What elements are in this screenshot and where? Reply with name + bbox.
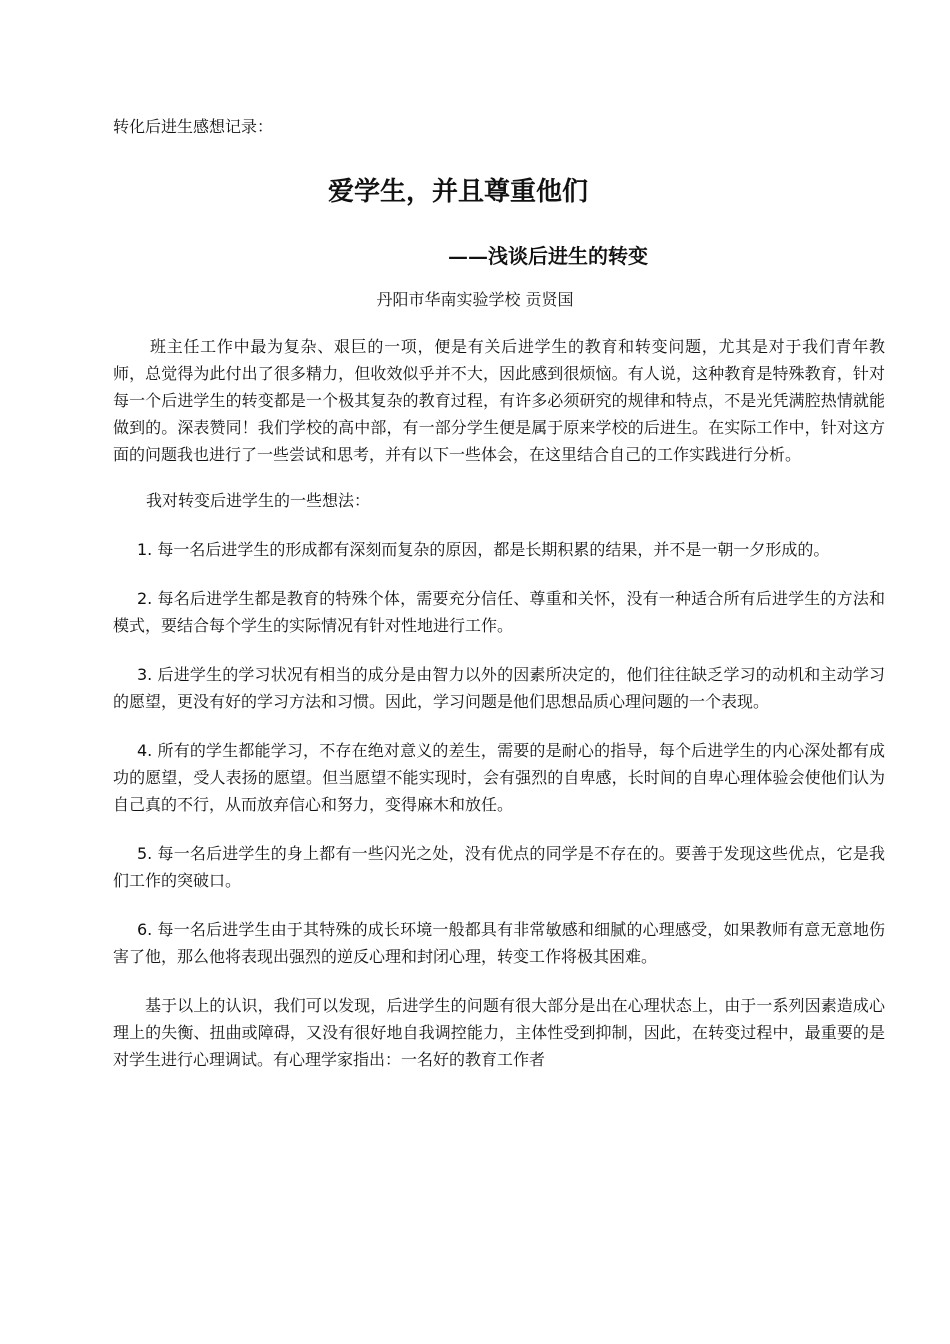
- list-item: [113, 916, 885, 970]
- lead-paragraph: 我对转变后进学生的一些想法：: [146, 491, 371, 510]
- document-title: 爱学生，并且尊重他们: [327, 177, 588, 207]
- document-body: [113, 333, 885, 1073]
- list-item-text: 每一名后进学生的身上都有一些闪光之处，没有优点的同学是不存在的。要善于发现这些优点，它是我们工作的突破口。: [113, 844, 885, 890]
- list-item: [113, 737, 885, 818]
- list-item: [113, 661, 885, 715]
- list-item: [113, 536, 885, 563]
- list-item-number: 4.: [137, 741, 153, 760]
- list-item-number: 3.: [137, 665, 153, 684]
- header-note: 转化后进生感想记录：: [113, 117, 274, 136]
- list-item: [113, 585, 885, 639]
- list-item-number: 1.: [137, 540, 153, 559]
- document-subtitle: ——浅谈后进生的转变: [448, 244, 648, 268]
- list-item-number: 6.: [137, 920, 153, 939]
- list-item-text: 所有的学生都能学习，不存在绝对意义的差生，需要的是耐心的指导，每个后进学生的内心深处都有成功的愿望，受人表扬的愿望。但当愿望不能实现时，会有强烈的自卑感，长时间的自卑心理体验会使他们认为自己真的不行，从而放弃信心和努力，变得麻木和放任。: [113, 741, 885, 814]
- list-item-number: 5.: [137, 844, 153, 863]
- summary-paragraph: 基于以上的认识，我们可以发现，后进学生的问题有很大部分是出在心理状态上，由于一系列因素造成心理上的失衡、扭曲或障碍，又没有很好地自我调控能力，主体性受到抑制，因此，在转变过程中，最重要的是对学生进行心理调试。有心理学家指出：一名好的教育工作者: [113, 996, 885, 1069]
- list-item: [113, 840, 885, 894]
- list-item-text: 每一名后进学生由于其特殊的成长环境一般都具有非常敏感和细腻的心理感受，如果教师有意无意地伤害了他，那么他将表现出强烈的逆反心理和封闭心理，转变工作将极其困难。: [113, 920, 885, 966]
- intro-paragraph: 班主任工作中最为复杂、艰巨的一项，便是有关后进学生的教育和转变问题，尤其是对于我们青年教师，总觉得为此付出了很多精力，但收效似乎并不大，因此感到很烦恼。有人说，这种教育是特殊教育，针对每一个后进学生的转变都是一个极其复杂的教育过程，有许多必须研究的规律和特点，不是光凭满腔热情就能做到的。深表赞同！我们学校的高中部，有一部分学生便是属于原来学校的后进生。在实际工作中，针对这方面的问题我也进行了一些尝试和思考，并有以下一些体会，在这里结合自己的工作实践进行分析。: [113, 337, 885, 464]
- list-item-text: 后进学生的学习状况有相当的成分是由智力以外的因素所决定的，他们往往缺乏学习的动机和主动学习的愿望，更没有好的学习方法和习惯。因此，学习问题是他们思想品质心理问题的一个表现。: [113, 665, 885, 711]
- author-line: 丹阳市华南实验学校 贡贤国: [376, 290, 574, 309]
- list-item-text: 每一名后进学生的形成都有深刻而复杂的原因，都是长期积累的结果，并不是一朝一夕形成的。: [157, 540, 830, 559]
- list-item-number: 2.: [137, 589, 153, 608]
- list-item-text: 每名后进学生都是教育的特殊个体，需要充分信任、尊重和关怀，没有一种适合所有后进学生的方法和模式，要结合每个学生的实际情况有针对性地进行工作。: [113, 589, 885, 635]
